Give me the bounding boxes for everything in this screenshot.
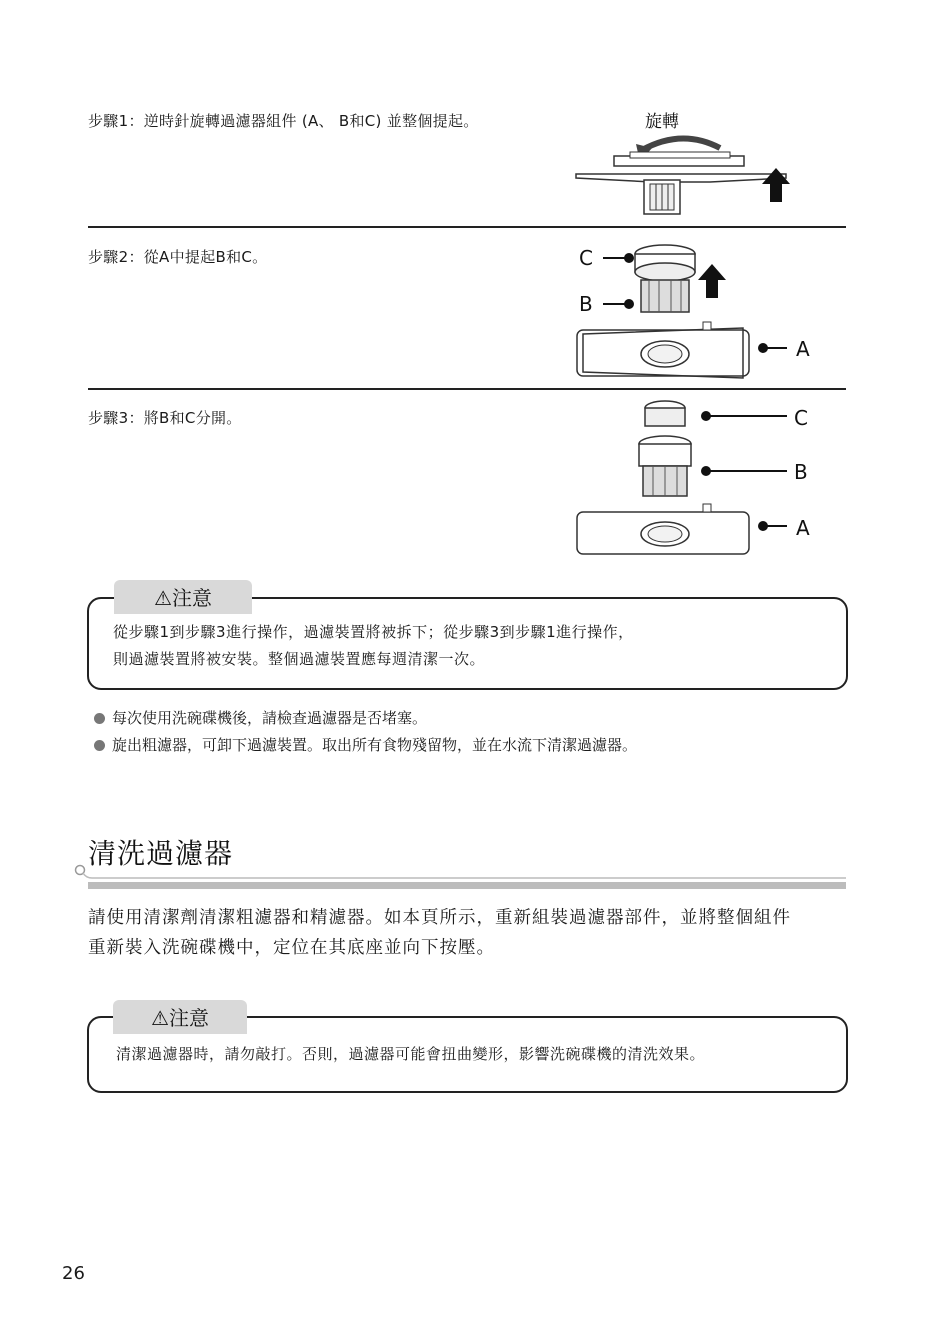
bullet-item-1: 每次使用洗碗碟機後，請檢查過濾器是否堵塞。 [94,707,427,728]
section-paragraph-line-2: 重新裝入洗碗碟機中，定位在其底座並向下按壓。 [88,938,495,958]
figure-3-label-a: A [796,516,810,540]
bullet-dot-icon [94,713,105,724]
rotate-label: 旋轉 [645,112,679,132]
bullet-item-2: 旋出粗濾器，可卸下過濾裝置。取出所有食物殘留物，並在水流下清潔過濾器。 [94,734,637,755]
notice-1-line-2: 則過濾裝置將被安裝。整個過濾裝置應每週清潔一次。 [113,650,486,668]
step-1-text: 步驟1：逆時針旋轉過濾器組件 (A、 B和C) 並整個提起。 [88,112,479,130]
page-number: 26 [62,1263,85,1284]
notice-1-line-1: 從步驟1到步驟3進行操作，過濾裝置將被拆下；從步驟3到步驟1進行操作， [113,623,634,641]
figure-3-label-b: B [794,460,808,484]
notice-2-line-1: 清潔過濾器時，請勿敲打。否則，過濾器可能會扭曲變形，影響洗碗碟機的清洗效果。 [116,1045,706,1063]
section-title: 清洗過濾器 [88,837,234,870]
figure-2-label-a: A [796,337,810,361]
figure-2-label-b: B [579,292,593,316]
rotate-arrow-icon [642,138,720,150]
divider-2 [88,388,846,390]
section-paragraph-line-1: 請使用清潔劑清潔粗濾器和精濾器。如本頁所示，重新組裝過濾器部件，並將整個組件 [88,908,791,928]
figure-2-label-c: C [579,246,593,270]
figure-3-label-c: C [794,406,808,430]
notice-1-title: ⚠注意 [114,580,252,614]
step-3-text: 步驟3：將B和C分開。 [88,409,242,427]
divider-1 [88,226,846,228]
bullet-dot-icon [94,740,105,751]
step-2-text: 步驟2：從A中提起B和C。 [88,248,268,266]
up-arrow-icon [762,168,790,202]
up-arrow-icon [698,264,726,298]
notice-2-title: ⚠注意 [113,1000,247,1034]
section-underline [74,862,846,892]
